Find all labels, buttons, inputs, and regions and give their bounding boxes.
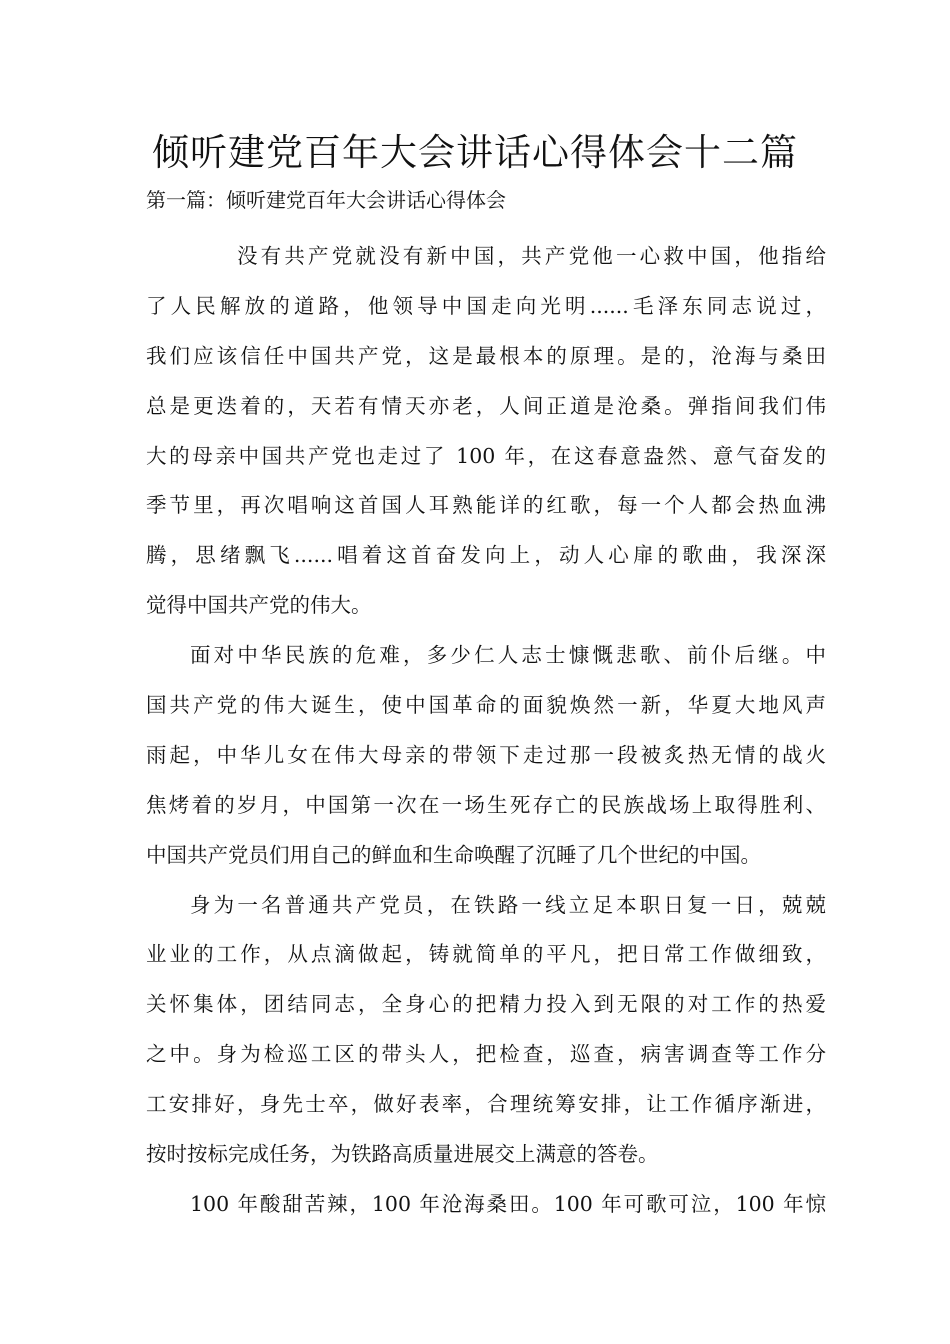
document-title: 倾听建党百年大会讲话心得体会十二篇 xyxy=(152,131,798,174)
paragraph-line: 腾，思绪飘飞......唱着这首奋发向上，动人心扉的歌曲，我深深 xyxy=(146,543,826,568)
paragraph-line: 按时按标完成任务，为铁路高质量进展交上满意的答卷。 xyxy=(146,1142,659,1167)
paragraph-line: 季节里，再次唱响这首国人耳熟能详的红歌，每一个人都会热血沸 xyxy=(146,493,826,518)
paragraph-line: 面对中华民族的危难，多少仁人志士慷慨悲歌、前仆后继。中 xyxy=(190,643,826,668)
section-heading: 第一篇：倾听建党百年大会讲话心得体会 xyxy=(146,188,506,212)
paragraph-line: 我们应该信任中国共产党，这是最根本的原理。是的，沧海与桑田 xyxy=(146,343,826,368)
paragraph-line: 了人民解放的道路，他领导中国走向光明......毛泽东同志说过， xyxy=(146,293,826,318)
paragraph-line: 关怀集体，团结同志，全身心的把精力投入到无限的对工作的热爱 xyxy=(146,992,826,1017)
paragraph-line: 焦烤着的岁月，中国第一次在一场生死存亡的民族战场上取得胜利、 xyxy=(146,792,826,817)
paragraph-line: 身为一名普通共产党员，在铁路一线立足本职日复一日，兢兢 xyxy=(190,892,826,917)
paragraph-line: 雨起，中华儿女在伟大母亲的带领下走过那一段被炙热无情的战火 xyxy=(146,742,826,767)
paragraph-line: 之中。身为检巡工区的带头人，把检查，巡查，病害调查等工作分 xyxy=(146,1042,826,1067)
document-body xyxy=(146,232,826,1230)
paragraph-line: 总是更迭着的，天若有情天亦老，人间正道是沧桑。弹指间我们伟 xyxy=(146,393,826,418)
paragraph-line: 大的母亲中国共产党也走过了 100 年，在这春意盎然、意气奋发的 xyxy=(146,443,826,468)
paragraph-line: 没有共产党就没有新中国，共产党他一心救中国，他指给 xyxy=(237,244,826,268)
paragraph-line: 觉得中国共产党的伟大。 xyxy=(146,593,372,618)
paragraph-line: 国共产党的伟大诞生，使中国革命的面貌焕然一新，华夏大地风声 xyxy=(146,693,826,718)
paragraph-line: 100 年酸甜苦辣，100 年沧海桑田。100 年可歌可泣，100 年惊 xyxy=(190,1191,826,1216)
paragraph-line: 工安排好，身先士卒，做好表率，合理统筹安排，让工作循序渐进， xyxy=(146,1092,826,1117)
paragraph-line: 业业的工作，从点滴做起，铸就简单的平凡，把日常工作做细致， xyxy=(146,942,826,967)
paragraph-line: 中国共产党员们用自己的鲜血和生命唤醒了沉睡了几个世纪的中国。 xyxy=(146,842,761,867)
